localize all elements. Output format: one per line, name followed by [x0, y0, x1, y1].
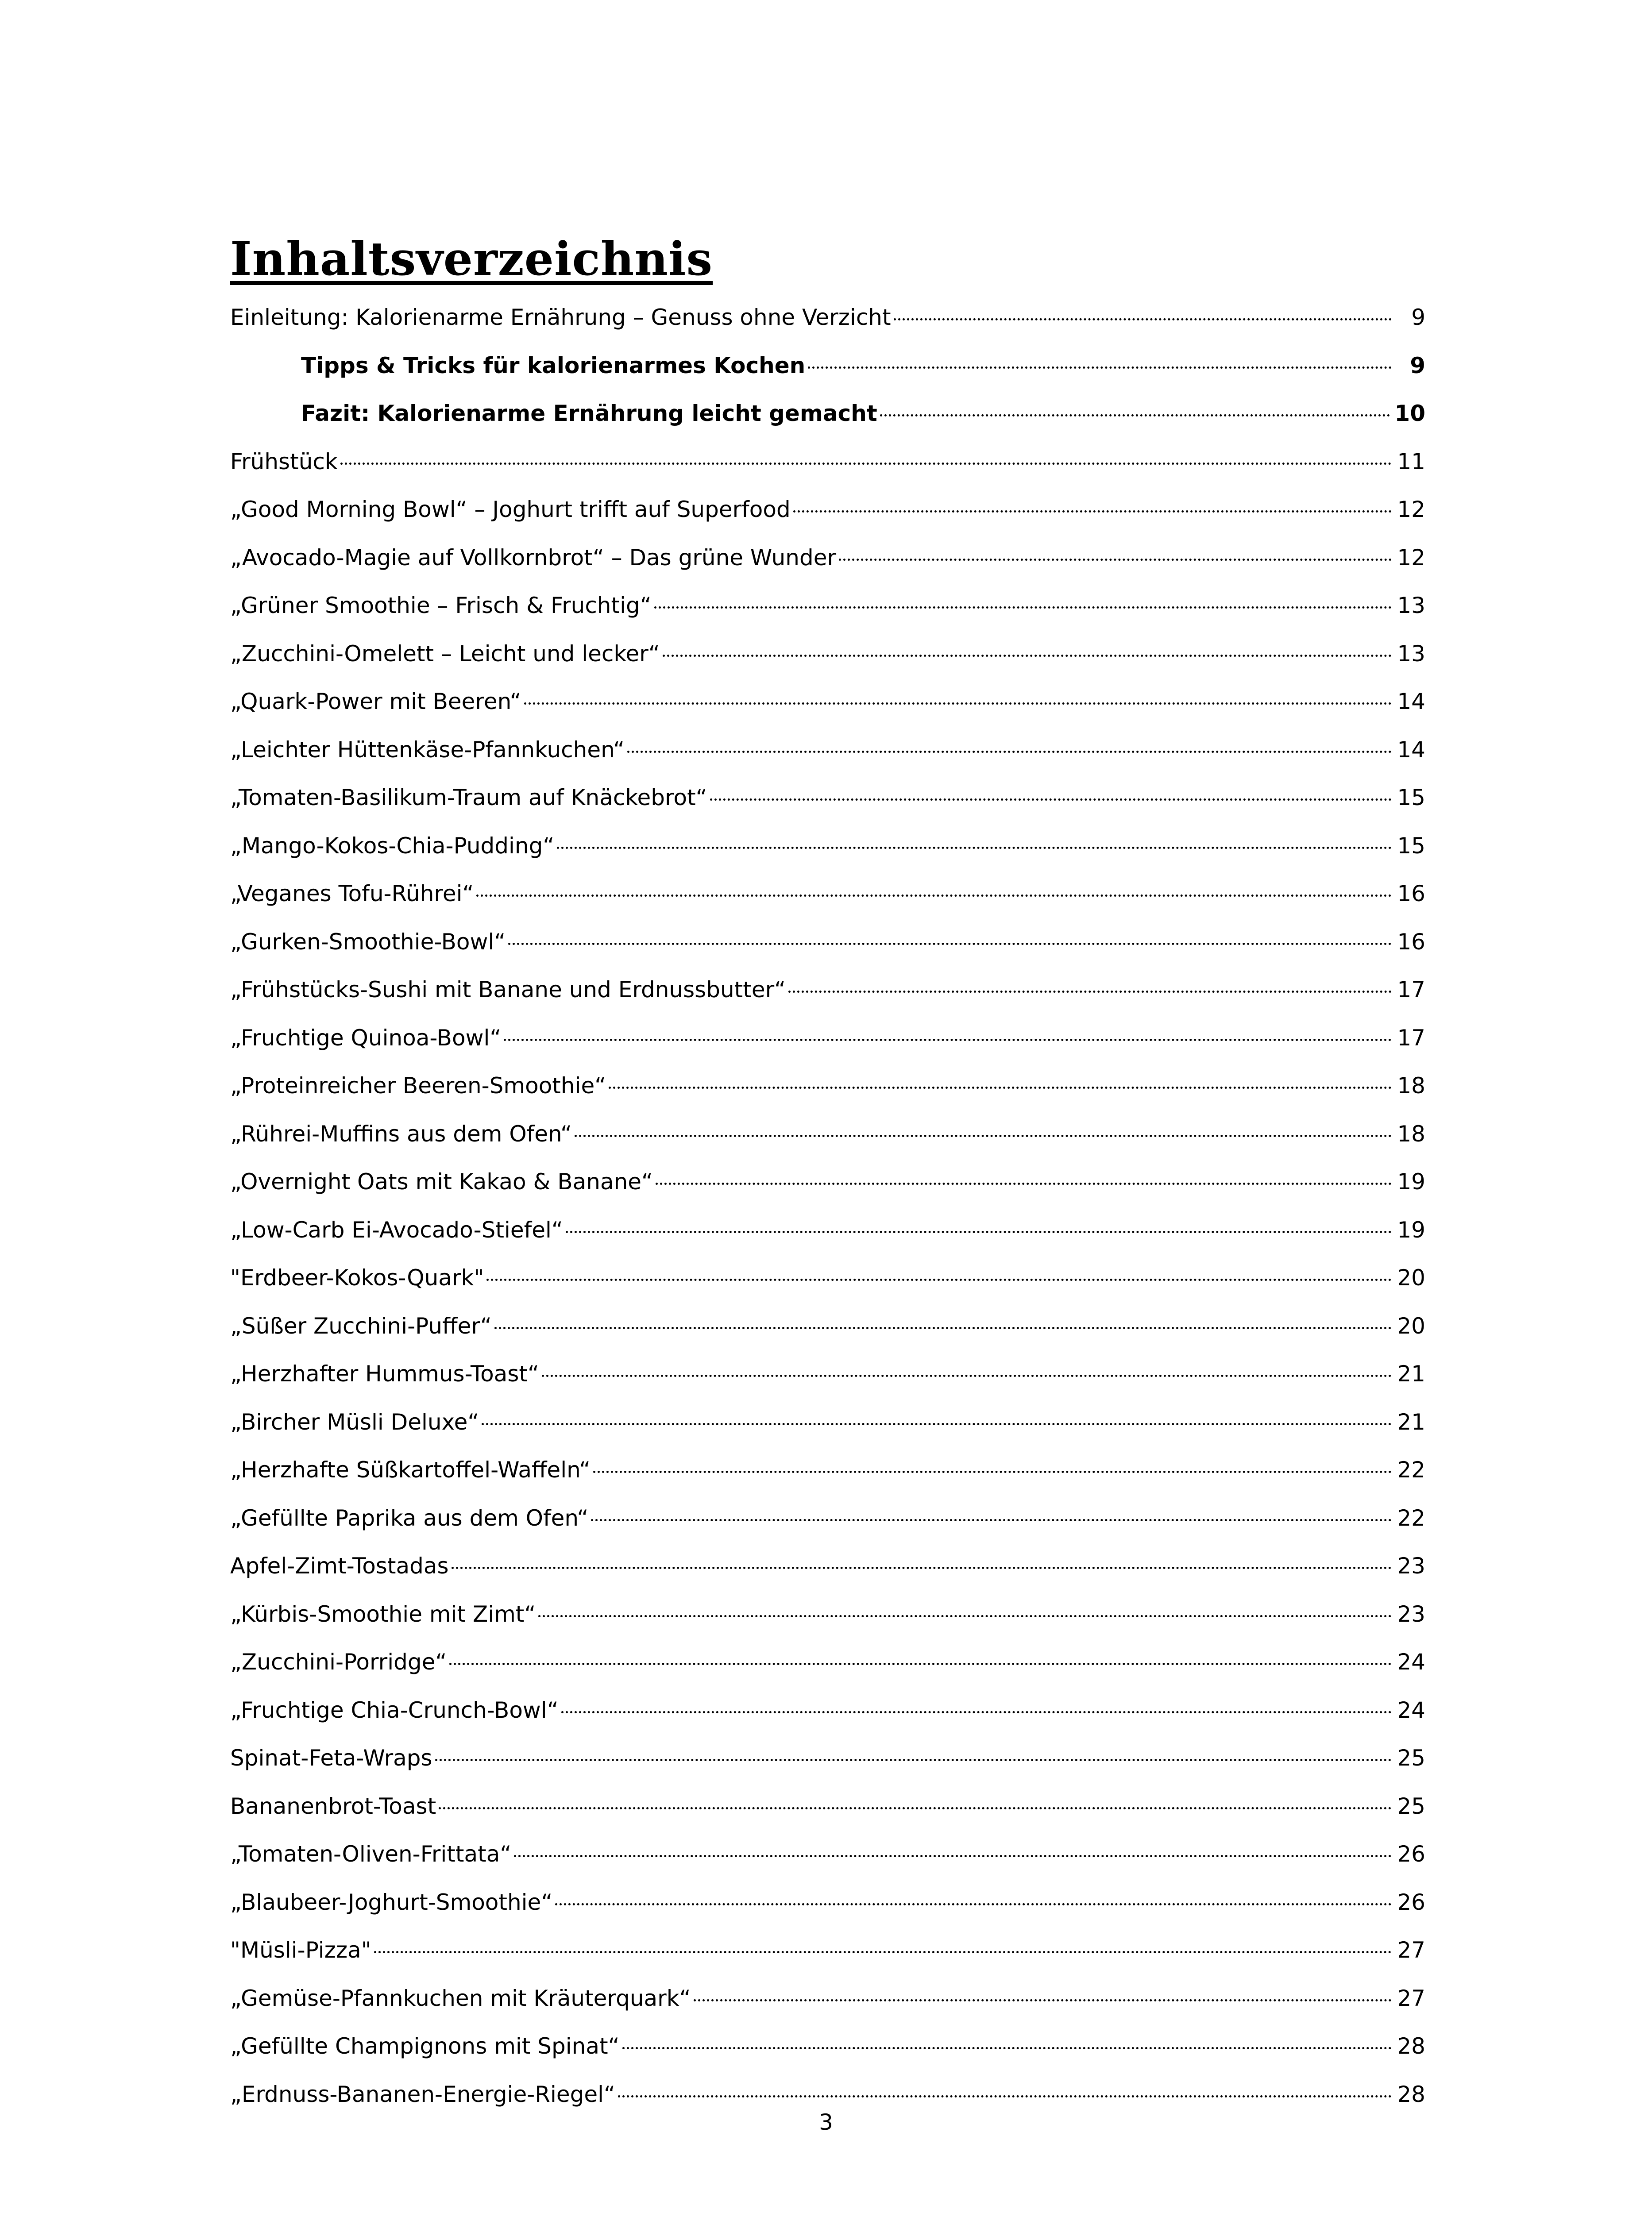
toc-entry-page: 15 — [1397, 785, 1425, 810]
toc-entry[interactable] — [230, 293, 1425, 342]
toc-entry-label: Tipps & Tricks für kalorienarmes Kochen — [301, 352, 806, 378]
dot-leader — [609, 1087, 1392, 1089]
toc-entry[interactable] — [230, 966, 1425, 1014]
toc-entry-label: "Müsli-Pizza" — [230, 1937, 371, 1963]
dot-leader — [524, 702, 1392, 705]
toc-entry[interactable] — [230, 870, 1425, 918]
toc-entry-page: 26 — [1397, 1841, 1425, 1867]
dot-leader — [542, 1375, 1392, 1377]
toc-entry-page: 9 — [1411, 305, 1425, 330]
dot-leader — [627, 751, 1392, 753]
toc-entry-label: „Low-Carb Ei-Avocado-Stiefel“ — [230, 1217, 563, 1243]
dot-leader — [894, 318, 1392, 320]
toc-entry[interactable] — [230, 1014, 1425, 1062]
toc-entry[interactable] — [230, 1638, 1425, 1686]
toc-entry-label: „Mango-Kokos-Chia-Pudding“ — [230, 833, 555, 859]
toc-entry[interactable] — [230, 1206, 1425, 1254]
toc-entry[interactable] — [230, 726, 1425, 774]
dot-leader — [566, 1231, 1392, 1233]
toc-entry-label: „Fruchtige Chia-Crunch-Bowl“ — [230, 1697, 559, 1723]
toc-entry[interactable] — [230, 534, 1425, 582]
page-title: Inhaltsverzeichnis — [230, 231, 713, 286]
toc-entry-page: 25 — [1397, 1793, 1425, 1819]
toc-entry-label: „Gefüllte Paprika aus dem Ofen“ — [230, 1505, 589, 1531]
toc-entry-page: 9 — [1410, 352, 1425, 378]
toc-entry[interactable] — [230, 774, 1425, 822]
toc-entry-page: 27 — [1397, 1937, 1425, 1963]
dot-leader — [880, 414, 1390, 416]
toc-entry[interactable] — [230, 1542, 1425, 1590]
toc-entry-page: 22 — [1397, 1505, 1425, 1531]
toc-entry-page: 22 — [1397, 1457, 1425, 1483]
toc-entry-label: „Leichter Hüttenkäse-Pfannkuchen“ — [230, 736, 625, 763]
dot-leader — [561, 1711, 1392, 1713]
toc-entry-page: 26 — [1397, 1889, 1425, 1915]
toc-entry[interactable] — [230, 822, 1425, 870]
dot-leader — [340, 463, 1392, 465]
toc-entry-label: "Erdbeer-Kokos-Quark" — [230, 1265, 484, 1291]
toc-entry-page: 21 — [1397, 1361, 1425, 1387]
toc-entry-page: 11 — [1397, 448, 1425, 474]
toc-entry-label: Fazit: Kalorienarme Ernährung leicht gemacht — [301, 401, 877, 426]
toc-entry[interactable] — [230, 1110, 1425, 1158]
dot-leader — [622, 2047, 1392, 2049]
toc-entry[interactable] — [230, 678, 1425, 726]
dot-leader — [839, 559, 1392, 561]
toc-entry-page: 12 — [1397, 544, 1425, 571]
dot-leader — [808, 366, 1392, 369]
toc-entry-page: 10 — [1394, 401, 1425, 426]
toc-entry[interactable] — [230, 1686, 1425, 1735]
toc-entry-label: „Tomaten-Basilikum-Traum auf Knäckebrot“ — [230, 785, 707, 810]
toc-entry-label: „Gefüllte Champignons mit Spinat“ — [230, 2033, 620, 2059]
dot-leader — [482, 1423, 1392, 1425]
toc-entry-page: 19 — [1397, 1169, 1425, 1195]
toc-entry-page: 28 — [1397, 2033, 1425, 2059]
dot-leader — [494, 1327, 1392, 1329]
dot-leader — [591, 1519, 1392, 1521]
toc-entry-label: „Rührei-Muffins aus dem Ofen“ — [230, 1121, 572, 1147]
toc-entry[interactable] — [230, 1398, 1425, 1446]
toc-entry-page: 13 — [1397, 640, 1425, 667]
toc-entry[interactable] — [230, 438, 1425, 486]
toc-entry[interactable] — [230, 1782, 1425, 1831]
toc-entry[interactable] — [230, 918, 1425, 966]
page-number: 3 — [819, 2109, 833, 2135]
dot-leader — [793, 510, 1392, 513]
toc-entry-page: 28 — [1397, 2081, 1425, 2107]
toc-entry-page: 20 — [1397, 1265, 1425, 1291]
toc-entry[interactable] — [230, 2022, 1425, 2070]
toc-entry[interactable] — [230, 1878, 1425, 1927]
toc-entry[interactable] — [230, 1974, 1425, 2023]
toc-entry-label: Bananenbrot-Toast — [230, 1793, 436, 1819]
toc-entry-page: 18 — [1397, 1073, 1425, 1099]
toc-entry-page: 17 — [1397, 977, 1425, 1002]
toc-entry-page: 21 — [1397, 1409, 1425, 1435]
dot-leader — [618, 2095, 1392, 2097]
toc-entry-label: „Bircher Müsli Deluxe“ — [230, 1409, 479, 1435]
toc-entry-page: 14 — [1397, 736, 1425, 763]
dot-leader — [654, 606, 1392, 609]
toc-entry-label: Einleitung: Kalorienarme Ernährung – Genuss ohne Verzicht — [230, 305, 891, 330]
toc-entry-page: 23 — [1397, 1601, 1425, 1627]
toc-entry-label: „Erdnuss-Bananen-Energie-Riegel“ — [230, 2081, 615, 2107]
toc-entry[interactable] — [230, 1446, 1425, 1494]
toc-entry[interactable] — [230, 630, 1425, 678]
dot-leader — [557, 847, 1392, 849]
toc-entry-page: 24 — [1397, 1697, 1425, 1723]
toc-entry-page: 12 — [1397, 497, 1425, 522]
toc-entry[interactable] — [230, 1062, 1425, 1110]
toc-entry-label: „Avocado-Magie auf Vollkornbrot“ – Das grüne Wunder — [230, 544, 837, 571]
toc-entry-page: 17 — [1397, 1025, 1425, 1051]
toc-entry[interactable] — [230, 1830, 1425, 1878]
toc-entry[interactable] — [230, 1734, 1425, 1782]
dot-leader — [663, 655, 1392, 657]
dot-leader — [593, 1471, 1392, 1473]
dot-leader — [656, 1183, 1392, 1185]
toc-entry-label: „Zucchini-Omelett – Leicht und lecker“ — [230, 640, 660, 667]
toc-entry-page: 13 — [1397, 593, 1425, 618]
toc-entry-label: Apfel-Zimt-Tostadas — [230, 1553, 449, 1579]
table-of-contents — [230, 293, 1425, 2118]
toc-entry[interactable] — [230, 582, 1425, 630]
toc-entry-label: „Kürbis-Smoothie mit Zimt“ — [230, 1601, 536, 1627]
dot-leader — [504, 1039, 1392, 1041]
toc-entry-label: „Herzhafter Hummus-Toast“ — [230, 1361, 539, 1387]
toc-entry-page: 20 — [1397, 1313, 1425, 1339]
toc-subentry[interactable] — [230, 342, 1425, 390]
toc-entry-label: „Proteinreicher Beeren-Smoothie“ — [230, 1073, 606, 1099]
toc-entry-page: 16 — [1397, 881, 1425, 906]
dot-leader — [788, 991, 1392, 993]
dot-leader — [575, 1135, 1392, 1137]
toc-entry-page: 25 — [1397, 1745, 1425, 1771]
dot-leader — [710, 798, 1392, 801]
dot-leader — [374, 1951, 1392, 1953]
dot-leader — [435, 1759, 1392, 1761]
toc-entry[interactable] — [230, 1350, 1425, 1398]
dot-leader — [452, 1567, 1392, 1569]
toc-entry[interactable] — [230, 1158, 1425, 1206]
toc-entry-page: 15 — [1397, 833, 1425, 859]
toc-entry[interactable] — [230, 486, 1425, 534]
toc-entry[interactable] — [230, 1590, 1425, 1639]
toc-entry-page: 14 — [1397, 689, 1425, 714]
toc-entry-label: „Fruchtige Quinoa-Bowl“ — [230, 1025, 502, 1051]
toc-entry-label: Frühstück — [230, 448, 338, 474]
toc-entry-label: „Blaubeer-Joghurt-Smoothie“ — [230, 1889, 553, 1915]
toc-entry-label: „Gemüse-Pfannkuchen mit Kräuterquark“ — [230, 1985, 691, 2011]
toc-entry-label: „Zucchini-Porridge“ — [230, 1649, 447, 1675]
toc-entry[interactable] — [230, 1494, 1425, 1542]
dot-leader — [555, 1903, 1392, 1905]
toc-entry-label: „Tomaten-Oliven-Frittata“ — [230, 1841, 512, 1867]
toc-entry-label: „Frühstücks-Sushi mit Banane und Erdnussbutter“ — [230, 977, 786, 1002]
toc-entry-page: 27 — [1397, 1985, 1425, 2011]
dot-leader — [486, 1279, 1392, 1281]
toc-entry[interactable] — [230, 1926, 1425, 1974]
dot-leader — [449, 1663, 1392, 1665]
dot-leader — [508, 943, 1392, 945]
toc-entry-page: 19 — [1397, 1217, 1425, 1243]
toc-entry[interactable] — [230, 1254, 1425, 1302]
toc-entry-label: „Gurken-Smoothie-Bowl“ — [230, 929, 506, 955]
toc-entry-label: „Veganes Tofu-Rührei“ — [230, 881, 474, 906]
toc-entry-label: „Süßer Zucchini-Puffer“ — [230, 1313, 492, 1339]
toc-entry-label: „Herzhafte Süßkartoffel-Waffeln“ — [230, 1457, 591, 1483]
dot-leader — [514, 1855, 1392, 1857]
toc-entry[interactable] — [230, 1302, 1425, 1350]
toc-entry-label: Spinat-Feta-Wraps — [230, 1745, 432, 1771]
toc-entry-page: 16 — [1397, 929, 1425, 955]
toc-subentry[interactable] — [230, 389, 1425, 438]
toc-entry-page: 18 — [1397, 1121, 1425, 1147]
dot-leader — [538, 1615, 1392, 1617]
toc-entry-label: „Quark-Power mit Beeren“ — [230, 689, 521, 714]
toc-entry-label: „Overnight Oats mit Kakao & Banane“ — [230, 1169, 653, 1195]
toc-entry-label: „Good Morning Bowl“ – Joghurt trifft auf Superfood — [230, 497, 791, 522]
toc-entry-label: „Grüner Smoothie – Frisch & Fruchtig“ — [230, 593, 652, 618]
toc-entry-page: 24 — [1397, 1649, 1425, 1675]
dot-leader — [694, 1999, 1392, 2001]
dot-leader — [476, 894, 1392, 897]
dot-leader — [439, 1807, 1392, 1809]
toc-entry-page: 23 — [1397, 1553, 1425, 1579]
